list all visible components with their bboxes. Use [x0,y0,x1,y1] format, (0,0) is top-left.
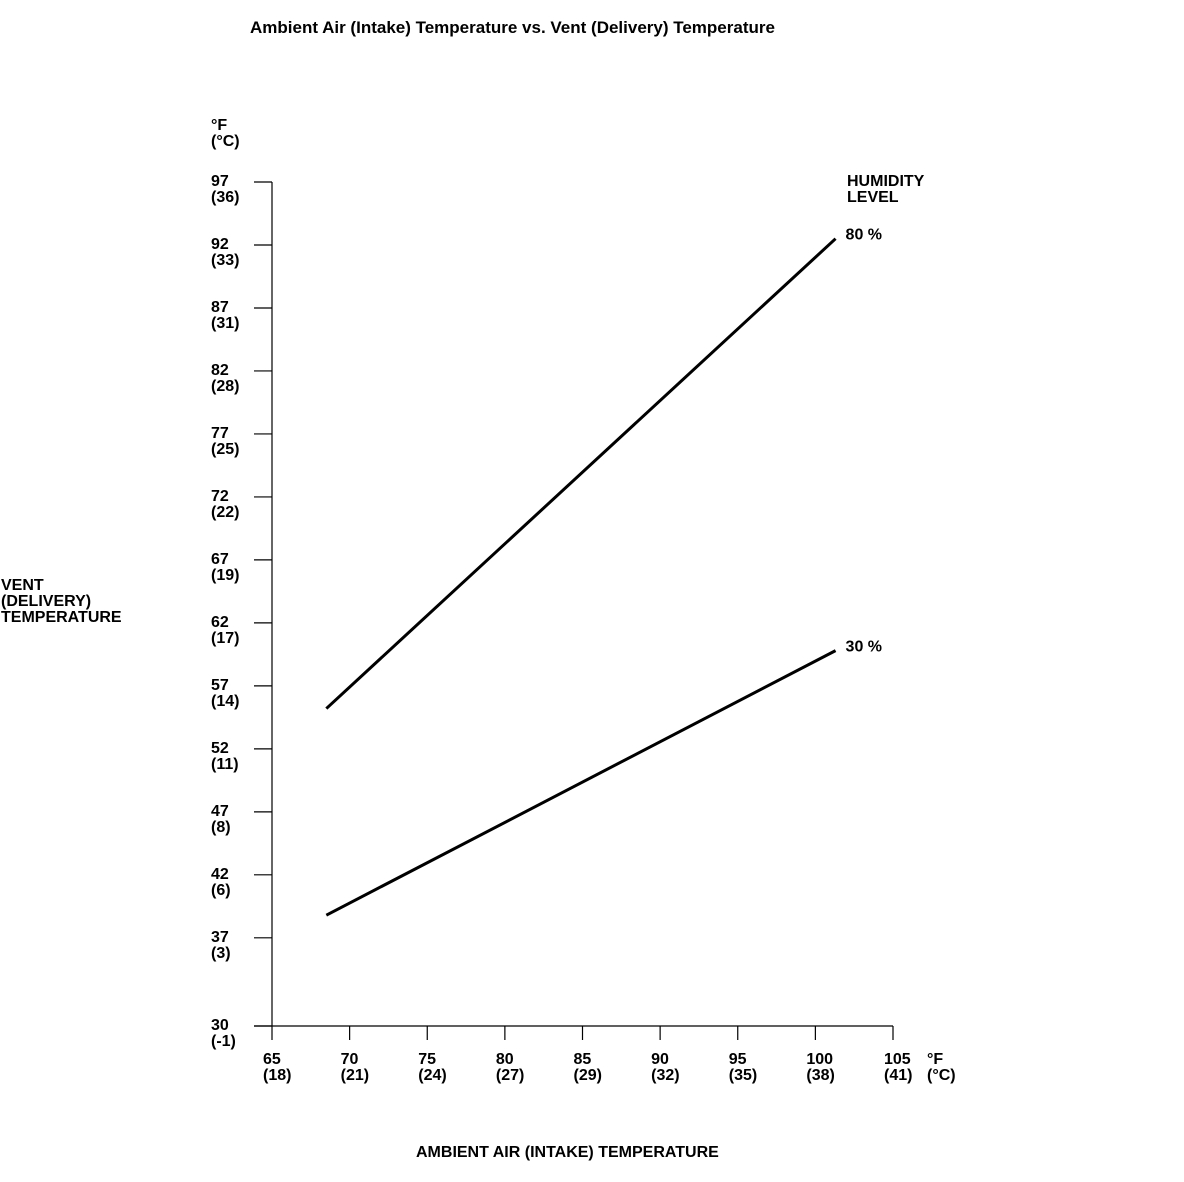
series-line-30-percent [326,651,835,916]
y-tick-label-f-97: 97 [211,173,229,190]
y-unit-f: °F [211,117,228,134]
y-tick-label-c-77: (25) [211,440,240,458]
y-tick-label-c-47: (8) [211,818,231,836]
x-tick-label-c-75: (24) [418,1067,447,1084]
y-tick-label-c-97: (36) [211,189,240,206]
y-tick-label-f-67: 67 [211,550,229,568]
x-tick-label-f-105: 105 [884,1051,911,1068]
y-tick-label-f-77: 77 [211,424,229,442]
y-tick-label-f-52: 52 [211,739,229,757]
y-tick-label-c-52: (11) [211,755,239,773]
y-tick-label-f-82: 82 [211,361,229,379]
y-tick-label-f-57: 57 [211,676,229,694]
x-tick-label-c-65: (18) [263,1067,292,1084]
y-unit-c: (°C) [211,133,240,150]
series-label-80-percent: 80 % [845,226,883,244]
y-axis-title-line-1: (DELIVERY) [1,593,92,610]
y-axis-title-line-2: TEMPERATURE [1,609,122,626]
y-tick-label-f-47: 47 [211,802,229,820]
series-label-30-percent: 30 % [845,638,883,656]
y-tick-label-c-42: (6) [211,881,231,899]
x-tick-label-c-70: (21) [340,1067,370,1084]
x-tick-label-f-75: 75 [418,1051,437,1068]
y-tick-label-c-87: (31) [211,314,240,332]
x-tick-label-f-65: 65 [263,1051,281,1068]
x-tick-label-c-100: (38) [806,1067,835,1084]
legend-title-line-1: LEVEL [847,189,899,206]
x-tick-label-f-100: 100 [806,1051,834,1068]
y-tick-label-f-92: 92 [211,235,229,253]
x-tick-label-f-95: 95 [728,1051,747,1068]
x-tick-label-c-90: (32) [651,1067,680,1084]
x-tick-label-f-70: 70 [340,1051,359,1068]
y-tick-label-f-30: 30 [211,1017,229,1034]
x-tick-label-c-85: (29) [573,1067,602,1084]
y-tick-label-f-42: 42 [211,865,229,883]
x-unit-c: (°C) [927,1067,956,1084]
x-axis-title: AMBIENT AIR (INTAKE) TEMPERATURE [416,1144,719,1161]
y-tick-label-f-72: 72 [211,487,229,505]
x-tick-label-c-95: (35) [728,1067,758,1084]
x-tick-label-f-85: 85 [573,1051,592,1068]
y-tick-label-c-57: (14) [211,692,240,710]
y-tick-label-f-37: 37 [211,928,229,946]
x-tick-label-c-80: (27) [495,1067,525,1084]
y-tick-label-c-37: (3) [211,944,231,962]
x-tick-label-f-90: 90 [651,1051,669,1068]
legend-title-line-0: HUMIDITY [847,173,925,190]
x-tick-label-c-105: (41) [884,1067,913,1084]
series-line-80-percent [326,239,835,709]
y-tick-label-c-30: (-1) [211,1033,236,1050]
y-tick-label-f-87: 87 [211,298,229,316]
y-tick-label-c-62: (17) [211,629,240,647]
y-tick-label-c-92: (33) [211,251,240,269]
y-tick-label-c-82: (28) [211,377,240,395]
y-tick-label-c-67: (19) [211,566,240,584]
y-tick-label-f-62: 62 [211,613,229,631]
x-unit-f: °F [927,1051,944,1068]
chart-title: Ambient Air (Intake) Temperature vs. Vent (Delivery) Temperature [250,18,775,37]
y-axis-title-line-0: VENT [1,577,44,594]
y-tick-label-c-72: (22) [211,503,240,521]
x-tick-label-f-80: 80 [495,1051,514,1068]
